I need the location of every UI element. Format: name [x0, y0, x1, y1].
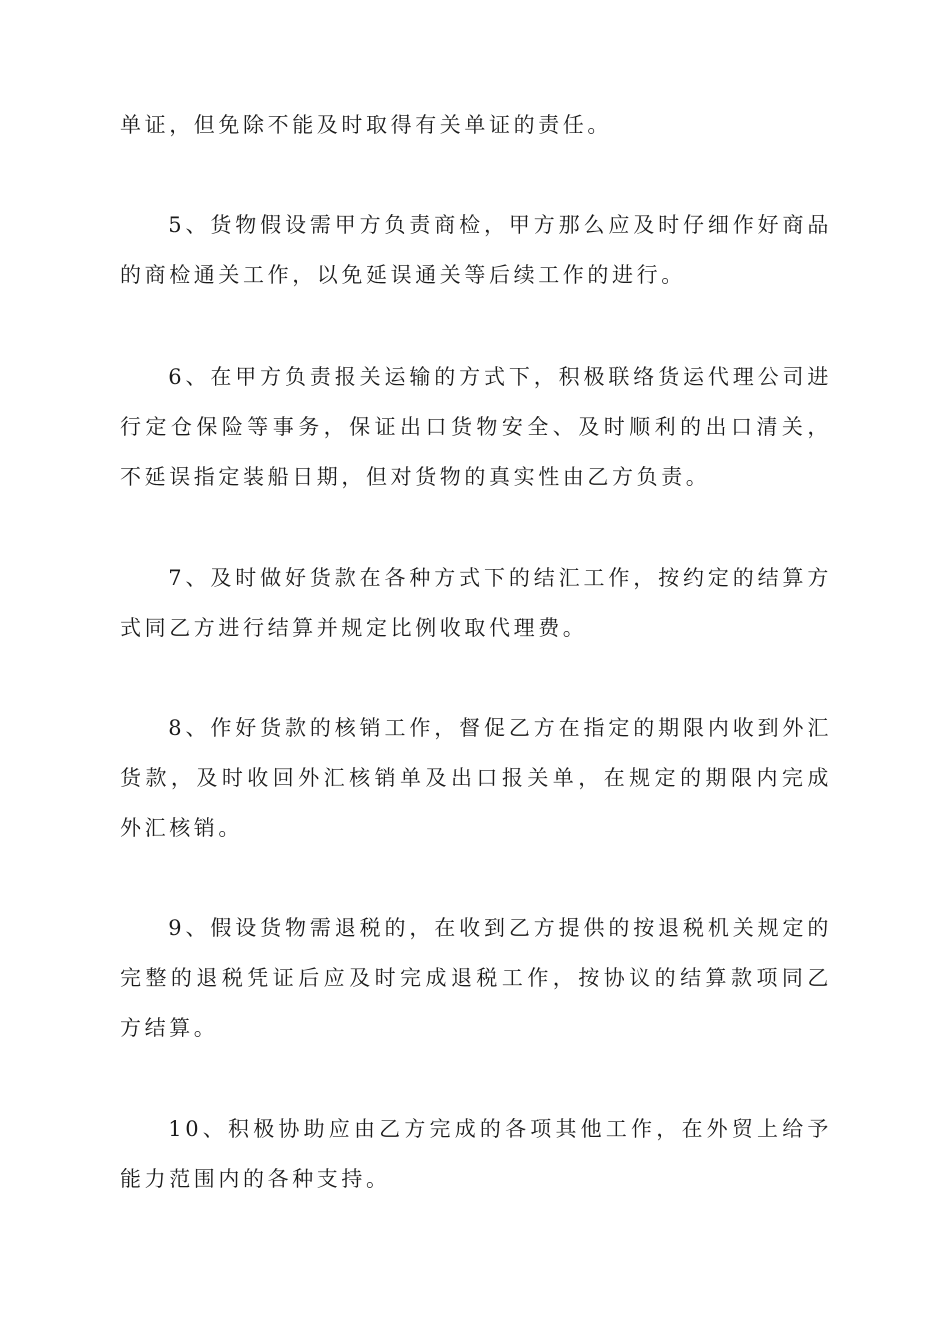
paragraph-item-8: 8、作好货款的核销工作，督促乙方在指定的期限内收到外汇货款，及时收回外汇核销单及出口报关单，在规定的期限内完成外汇核销。 — [120, 716, 832, 840]
paragraph-continuation: 单证，但免除不能及时取得有关单证的责任。 — [120, 113, 612, 137]
paragraph-item-5: 5、货物假设需甲方负责商检，甲方那么应及时仔细作好商品的商检通关工作，以免延误通关等后续工作的进行。 — [120, 213, 832, 287]
paragraph-item-9: 9、假设货物需退税的，在收到乙方提供的按退税机关规定的完整的退税凭证后应及时完成退税工作，按协议的结算款项同乙方结算。 — [120, 916, 832, 1040]
paragraph-item-7: 7、及时做好货款在各种方式下的结汇工作，按约定的结算方式同乙方进行结算并规定比例收取代理费。 — [120, 566, 832, 640]
paragraph-item-6: 6、在甲方负责报关运输的方式下，积极联络货运代理公司进行定仓保险等事务，保证出口货物安全、及时顺利的出口清关，不延误指定装船日期，但对货物的真实性由乙方负责。 — [120, 365, 832, 489]
paragraph-item-10: 10、积极协助应由乙方完成的各项其他工作，在外贸上给予能力范围内的各种支持。 — [120, 1117, 832, 1191]
